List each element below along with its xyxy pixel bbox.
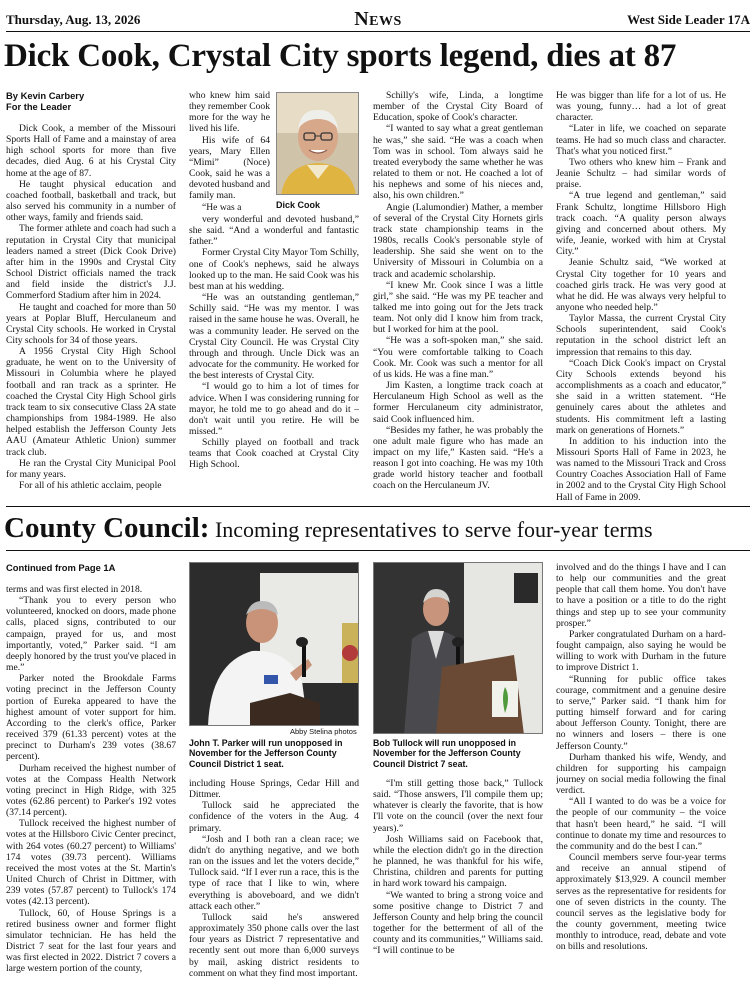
article-paragraph: Taylor Massa, the current Crystal City Schools superintendent, said Cook's reputation in the school district left an impression that remains to this day. bbox=[556, 313, 726, 358]
article-paragraph: “He was a soft-spoken man,” she said. “You were comfortable talking to Coach Cook. Mr. Cook was such a mentor for all of us kids. He was a fine man.” bbox=[373, 335, 543, 380]
byline-author: By Kevin Carbery bbox=[6, 90, 85, 101]
article-paragraph: Angie (Lalumondier) Mather, a member of several of the Crystal City Hornets girls track state championship teams in the 1980s, recalls Cook's personable style of leadership. She said she went on to the University of Missouri in Columbia on a track and academic scholarship. bbox=[373, 201, 543, 280]
article-paragraph: involved and do the things I have and I can to help our communities and the great people that call them home. You don't have to have a position or a title to do the right things and step up to see your community prosper.” bbox=[556, 562, 726, 629]
article-paragraph: “I knew Mr. Cook since I was a little girl,” she said. “He was my PE teacher and talked me into going out for the Jets track team. Not only did I know him from track, but I worked for him at the pool. bbox=[373, 279, 543, 336]
story2-column-3 bbox=[373, 778, 543, 978]
article-paragraph: Tullock said he's answered approximately 350 phone calls over the last four years as District 7 representative and recently sent out more than 6,000 surveys by mail, asking district residents to comment on what they find most important. bbox=[189, 911, 359, 978]
article-paragraph: His wife of 64 years, Mary Ellen “Mimi” (Noce) Cook, said he was a devoted husband and family man. bbox=[189, 134, 270, 202]
story2-column-1 bbox=[6, 562, 176, 978]
article-paragraph: who knew him said they remember Cook more for the way he lived his life. bbox=[189, 90, 270, 135]
article-paragraph: He taught and coached for more than 50 years at Poplar Bluff, Herculaneum and Crystal City schools. He worked in Crystal City schools for 34 of those years. bbox=[6, 301, 176, 346]
article-paragraph: Tullock received the highest number of votes at the Hillsboro Civic Center precinct, with 264 votes (60.27 percent) to Williams' 174 votes (39.73 percent). Williams received the most votes at the St. Martin's United Church of Christ in Dittmer, with 239 votes (57.87 percent) to Tullock's 174 votes (42.13 percent). bbox=[6, 818, 176, 908]
article-paragraph: including House Springs, Cedar Hill and Dittmer. bbox=[189, 778, 359, 801]
article-paragraph: “A true legend and gentleman,” said Frank Schultz, longtime Hillsboro High track coach. “A quality person always giving and concerned about others. My wife, Jeanie, worked with him at Crystal City.” bbox=[556, 190, 726, 258]
article-paragraph: He was bigger than life for a lot of us. He was young, funny… had a lot of great character. bbox=[556, 90, 726, 124]
dick-cook-photo-caption: Dick Cook bbox=[276, 200, 321, 210]
story1-column-3 bbox=[373, 90, 543, 502]
tullock-photo bbox=[373, 562, 543, 734]
article-paragraph: “Besides my father, he was probably the one adult male figure who has made an impact on my life,” Kasten said. “He's a reason I got into coaching. He was my 10th grade world history teacher and football coach on the Herculaneum JV. bbox=[373, 424, 543, 492]
portrait-image bbox=[277, 93, 359, 195]
dick-cook-photo bbox=[276, 92, 359, 195]
story1-column-1 bbox=[6, 90, 176, 502]
article-paragraph: “We wanted to bring a strong voice and some positive change to District 7 and Jefferson County and help bring the council together for the betterment of all of the county and its communities,” Williams said. “I will continue to be bbox=[373, 889, 543, 957]
article-paragraph: “I'm still getting those back,” Tullock said. “Those answers, I'll compile them up; whatever is clearly the favorite, that is how I'll vote on the council (over the next four years).” bbox=[373, 778, 543, 834]
story1-column-2-wrap bbox=[189, 90, 270, 214]
article-paragraph: Dick Cook, a member of the Missouri Sports Hall of Fame and a mainstay of area high school sports for more than five decades, died Aug. 6 at his Crystal City home at the age of 87. bbox=[6, 123, 176, 179]
section-name: News bbox=[354, 8, 402, 30]
section-divider bbox=[6, 506, 750, 507]
article-paragraph: Jeanie Schultz said, “We worked at Crystal City together for 10 years and coached girls track. He was very good at what he did. He was always very helpful to anyone who needed help.” bbox=[556, 257, 726, 313]
article-paragraph: He ran the Crystal City Municipal Pool for many years. bbox=[6, 457, 176, 480]
story1-column-4 bbox=[556, 90, 726, 502]
article-paragraph: Durham thanked his wife, Wendy, and children for supporting his campaign journey on social media following the final verdict. bbox=[556, 751, 726, 797]
article-paragraph: “Josh and I both ran a clean race; we didn't do anything negative, and we both ran on the issues and let the voters decide,” Tullock said. “If I ever run a race, this is the type of race that I like to win, where everything is aboveboard, and we didn't attack each other.” bbox=[189, 833, 359, 912]
photo-credit: Abby Stelina photos bbox=[290, 727, 357, 736]
parker-photo-caption: John T. Parker will run unopposed in November for the Jefferson County Council District 1 seat. bbox=[189, 738, 343, 769]
article-paragraph: A 1956 Crystal City High School graduate, he went on to the University of Missouri in Columbia where he played football and ran track as a sprinter. He coached the Crystal City High School girls track team to six consecutive Class 2A state championships from 1984-1989. He also helped establish the Jefferson County Jets AAU (Amateur Athletic Union) summer track club. bbox=[6, 346, 176, 458]
story2-column-4 bbox=[556, 562, 726, 978]
headline-county-council bbox=[4, 512, 653, 545]
story1-column-2 bbox=[189, 214, 359, 504]
article-paragraph: Parker congratulated Durham on a hard-fought campaign, also saying he would be willing to work with Durham in the future to improve District 1. bbox=[556, 628, 726, 674]
article-paragraph: “He was a bbox=[202, 201, 242, 213]
article-paragraph: Council members serve four-year terms and receive an annual stipend of approximately $13,929. A council member serves as the representative for residents for one of seven districts in the county. The council serves as the legislative body for the county government, meeting twice monthly to introduce, read, debate and vote on bills and resolutions. bbox=[556, 852, 726, 953]
article-paragraph: Schilly's wife, Linda, a longtime member of the Crystal City Board of Education, spoke of Cook's character. bbox=[373, 90, 543, 124]
story2-column-2 bbox=[189, 778, 359, 978]
headline-county-council-deck: Incoming representatives to serve four-year terms bbox=[209, 517, 653, 542]
masthead bbox=[6, 6, 750, 32]
article-paragraph: very wonderful and devoted husband,” she said. “And a wonderful and fantastic father.” bbox=[189, 214, 359, 248]
article-paragraph: Durham received the highest number of votes at the Compass Health Network voting precinct in High Ridge, with 325 votes (62.86 percent) to Parker's 192 votes (37.14 percent). bbox=[6, 762, 176, 819]
article-paragraph: “Coach Dick Cook's impact on Crystal City Schools extends beyond his accomplishments as a coach and educator,” she said in a written statement. “He genuinely cares about the athletes and students. His commitment left a lasting mark on generations of Hornets.” bbox=[556, 357, 726, 436]
article-paragraph: Tullock, 60, of House Springs is a retired business owner and former flight simulator technician. He has held the District 7 seat for the last four years and was first elected in 2022. District 7 covers a large western portion of the county, bbox=[6, 907, 176, 975]
article-paragraph: Schilly played on football and track teams that Cook coached at Crystal City High School. bbox=[189, 437, 359, 471]
headline-county-council-label: County Council: bbox=[4, 512, 210, 544]
article-paragraph: “Later in life, we coached on separate teams. He had so much class and character. That's what you noticed first.” bbox=[556, 123, 726, 157]
tullock-image bbox=[374, 563, 543, 734]
issue-date: Thursday, Aug. 13, 2026 bbox=[6, 12, 141, 27]
article-paragraph: terms and was first elected in 2018. bbox=[6, 584, 143, 595]
article-paragraph: Josh Williams said on Facebook that, while the election didn't go in the direction he planned, he was thankful for his wife, Christina, children and parents for putting in hard work toward his campaign. bbox=[373, 833, 543, 890]
parker-photo bbox=[189, 562, 359, 726]
article-paragraph: Tullock said he appreciated the confidence of the voters in the Aug. 4 primary. bbox=[189, 800, 359, 834]
article-paragraph: Former Crystal City Mayor Tom Schilly, one of Cook's nephews, said he always looked up to the man. He said Cook was his best man at his wedding. bbox=[189, 247, 359, 292]
article-paragraph: Jim Kasten, a longtime track coach at Herculaneum High School as well as the former Herculaneum city administrator, said Cook influenced him. bbox=[373, 380, 543, 425]
article-paragraph: For all of his athletic acclaim, people bbox=[19, 480, 162, 491]
parker-image bbox=[190, 563, 359, 726]
article-paragraph: “All I wanted to do was be a voice for the people of our community – the voice that hasn't been heard,” he said. “I will continue to donate my time and resources to the community and do the best I can.” bbox=[556, 796, 726, 852]
article-paragraph: In addition to his induction into the Missouri Sports Hall of Fame in 2023, he was named to the Missouri Track and Cross Country Coaches Association Hall of Fame in 2002 and to the Crystal City High School Hall of Fame in 2009. bbox=[556, 435, 726, 502]
headline-dick-cook: Dick Cook, Crystal City sports legend, dies at 87 bbox=[4, 38, 677, 74]
article-paragraph: “Thank you to every person who volunteered, knocked on doors, made phone calls, placed signs, contributed to our campaign, prayed for us, and most importantly, voted,” Parker said. “I am deeply honored by the trust you've placed in me.” bbox=[6, 595, 176, 674]
article-paragraph: The former athlete and coach had such a reputation in Crystal City that municipal leaders named a street (Dick Cook Drive) after him in the 1990s and Crystal City School District officials named the track and field inside the district's J.J. Commerford Stadium after him in 2024. bbox=[6, 223, 176, 302]
article-paragraph: “I would go to him a lot of times for advice. When I was considering running for mayor, he told me to go ahead and do it – don't wait until you retire. He will be missed.” bbox=[189, 381, 359, 437]
byline-affiliation: For the Leader bbox=[6, 101, 72, 112]
article-paragraph: He taught physical education and coached football, basketball and track, but also served his community in a number of other ways, family and friends said. bbox=[6, 178, 176, 224]
paper-name-page: West Side Leader 17A bbox=[627, 12, 750, 27]
article-paragraph: “Running for public office takes courage, commitment and a genuine desire to serve,” Parker said. “I thank him for putting himself forward and for caring about Jefferson County. Tonight, there are no winners and losers – there is one Jefferson County.” bbox=[556, 673, 726, 752]
headline-underline bbox=[6, 550, 750, 551]
article-paragraph: Two others who knew him – Frank and Jeanie Schultz – had similar words of praise. bbox=[556, 156, 726, 191]
article-paragraph: “He was an outstanding gentleman,” Schilly said. “He was my mentor. I was raised in the same house he was. Overall, he was a community leader. He served on the Crystal City Council. He was Crystal City through and through. Uncle Dick was an advocate for the community. He worked for the best interests of Crystal City. bbox=[189, 292, 359, 382]
tullock-photo-caption: Bob Tullock will run unopposed in November for the Jefferson County Council District 7 seat. bbox=[373, 738, 521, 769]
continued-from-label: Continued from Page 1A bbox=[6, 562, 116, 573]
article-paragraph: “I wanted to say what a great gentleman he was,” she said. “He was a coach when Tom was in school. Tom always said he treated everybody the same whether he was related to them or not. He coached a lot of his nephews and some of his nieces and, also, his own children.” bbox=[373, 123, 543, 202]
article-paragraph: Parker noted the Brookdale Farms voting precinct in the Jefferson County portion of Eureka appeared to have the highest amount of voter support for him. According to the clerk's office, Parker received 379 (61.33 percent) votes at the precinct to Durham's 239 votes (38.67 percent). bbox=[6, 673, 176, 763]
